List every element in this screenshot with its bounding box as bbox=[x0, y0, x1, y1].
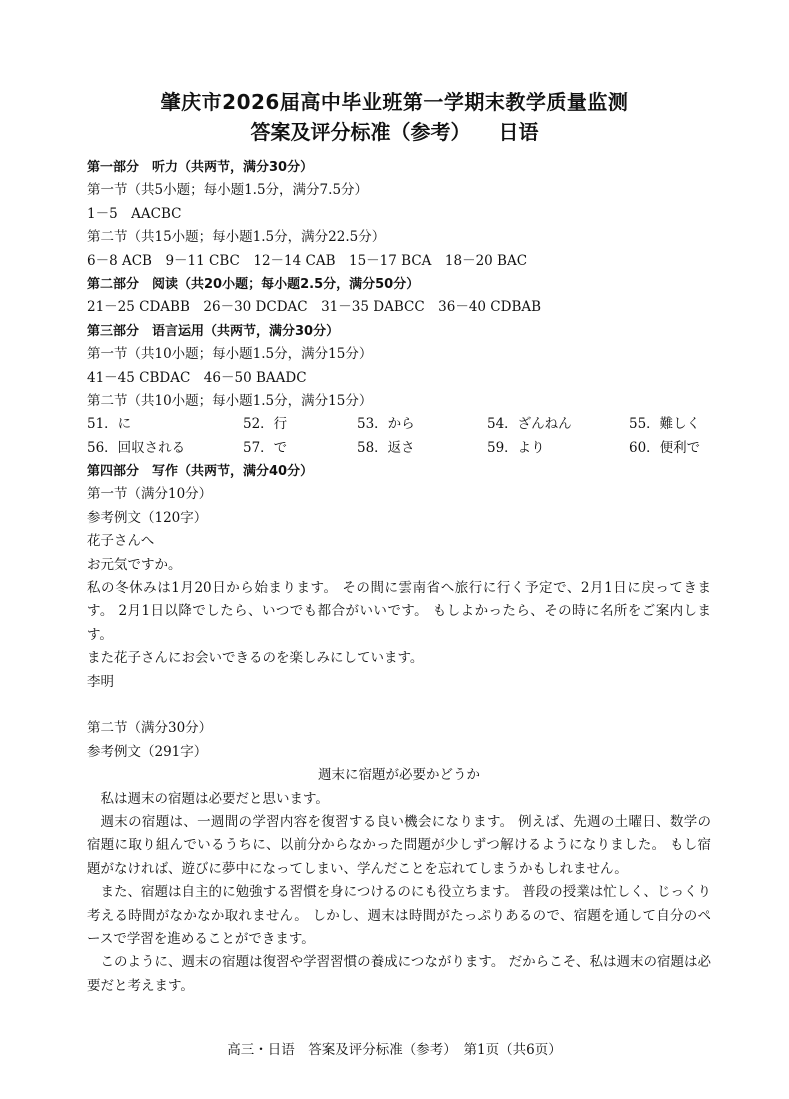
answer-55: 55．難しく bbox=[629, 416, 701, 433]
part2-answers: 21－25 CDABB 26－30 DCDAC 31－35 DABCC 36－40 CDBAB bbox=[87, 299, 542, 316]
subject-label: 日语 bbox=[498, 120, 539, 144]
answer-51: 51．に bbox=[87, 416, 132, 433]
page-subtitle bbox=[0, 116, 789, 145]
letter-opening: お元気ですか。 bbox=[87, 556, 182, 573]
part1-sec2-heading: 第二节（共15小题；每小题1.5分，满分22.5分） bbox=[87, 229, 386, 246]
part2-heading: 第二部分 阅读（共20小题；每小题2.5分，满分50分） bbox=[87, 276, 420, 292]
part4-heading: 第四部分 写作（共两节，满分40分） bbox=[87, 464, 314, 480]
part4-sec2-sample-label: 参考例文（291字） bbox=[87, 743, 208, 760]
page-title: 肇庆市2026届高中毕业班第一学期末教学质量监测 bbox=[160, 90, 629, 114]
part3-sec2-heading: 第二节（共10小题；每小题1.5分，满分15分） bbox=[87, 392, 373, 409]
answer-60: 60．便利で bbox=[629, 439, 701, 456]
essay-paragraph-4: このように、週末の宿題は復習や学習習慣の養成につながります。 だからこそ、私は週末の宿題は必要だと考えます。 bbox=[87, 954, 711, 994]
part1-sec1-heading: 第一节（共5小题；每小题1.5分，满分7.5分） bbox=[87, 182, 369, 199]
part4-sec1-sample-label: 参考例文（120字） bbox=[87, 509, 208, 526]
letter-signature: 李明 bbox=[87, 673, 114, 690]
answer-58: 58．返さ bbox=[357, 439, 415, 456]
answer-body bbox=[87, 156, 711, 998]
answer-53: 53．から bbox=[357, 416, 415, 433]
part1-heading: 第一部分 听力（共两节，满分30分） bbox=[87, 160, 314, 175]
essay-title: 週末に宿題が必要かどうか bbox=[318, 767, 480, 784]
part1-sec2-answers: 6－8 ACB 9－11 CBC 12－14 CAB 15－17 BCA 18－20 BAC bbox=[87, 252, 528, 269]
part1-sec1-answers: 1－5 AACBC bbox=[87, 205, 182, 222]
part3-sec1-answers: 41－45 CBDAC 46－50 BAADC bbox=[87, 369, 307, 386]
subtitle-text: 答案及评分标准（参考） bbox=[250, 120, 471, 144]
letter-paragraph-1: 私の冬休みは1月20日から始まります。 その間に雲南省へ旅行に行く予定で、2月1日に戻ってきます。 2月1日以降でしたら、いつでも都合がいいです。 もしよかったら、その時に名所をご案内します。 bbox=[87, 580, 711, 643]
essay-paragraph-1: 私は週末の宿題は必要だと思います。 bbox=[100, 790, 329, 807]
fill-in-answers-row-1 bbox=[87, 413, 711, 436]
letter-paragraph-2: また花子さんにお会いできるのを楽しみにしています。 bbox=[87, 650, 424, 667]
part4-sec2-heading: 第二节（满分30分） bbox=[87, 720, 213, 737]
spacer bbox=[87, 694, 711, 717]
letter-greeting: 花子さんへ bbox=[87, 533, 155, 550]
answer-52: 52．行 bbox=[243, 416, 288, 433]
page-footer: 高三・日语 答案及评分标准（参考） 第1页（共6页） bbox=[227, 1042, 562, 1058]
part3-sec1-heading: 第一节（共10小题；每小题1.5分，满分15分） bbox=[87, 346, 373, 363]
essay-paragraph-3: また、宿題は自主的に勉強する習慣を身につけるのにも役立ちます。 普段の授業は忙しく、じっくり考える時間がなかなか取れません。 しかし、週末は時間がたっぷりあるので、宿題を通して自分のペースで学習を進めることができます。 bbox=[87, 884, 711, 948]
answer-57: 57．で bbox=[243, 439, 288, 456]
fill-in-answers-row-2 bbox=[87, 437, 711, 460]
essay-paragraph-2: 週末の宿題は、一週間の学習内容を復習する良い機会になります。 例えば、先週の土曜日、数学の宿題に取り組んでいるうちに、以前分からなかった問題が少しずつ解けるようになりました。 もし宿題がなければ、遊びに夢中になってしまい、学んだことを忘れてしまうかもしれません。 bbox=[87, 814, 711, 877]
part3-heading: 第三部分 语言运用（共两节，满分30分） bbox=[87, 323, 340, 339]
answer-59: 59．より bbox=[487, 439, 545, 456]
part4-sec1-heading: 第一节（满分10分） bbox=[87, 486, 213, 503]
answer-54: 54．ざんねん bbox=[487, 416, 572, 433]
answer-56: 56．回収される bbox=[87, 439, 186, 456]
